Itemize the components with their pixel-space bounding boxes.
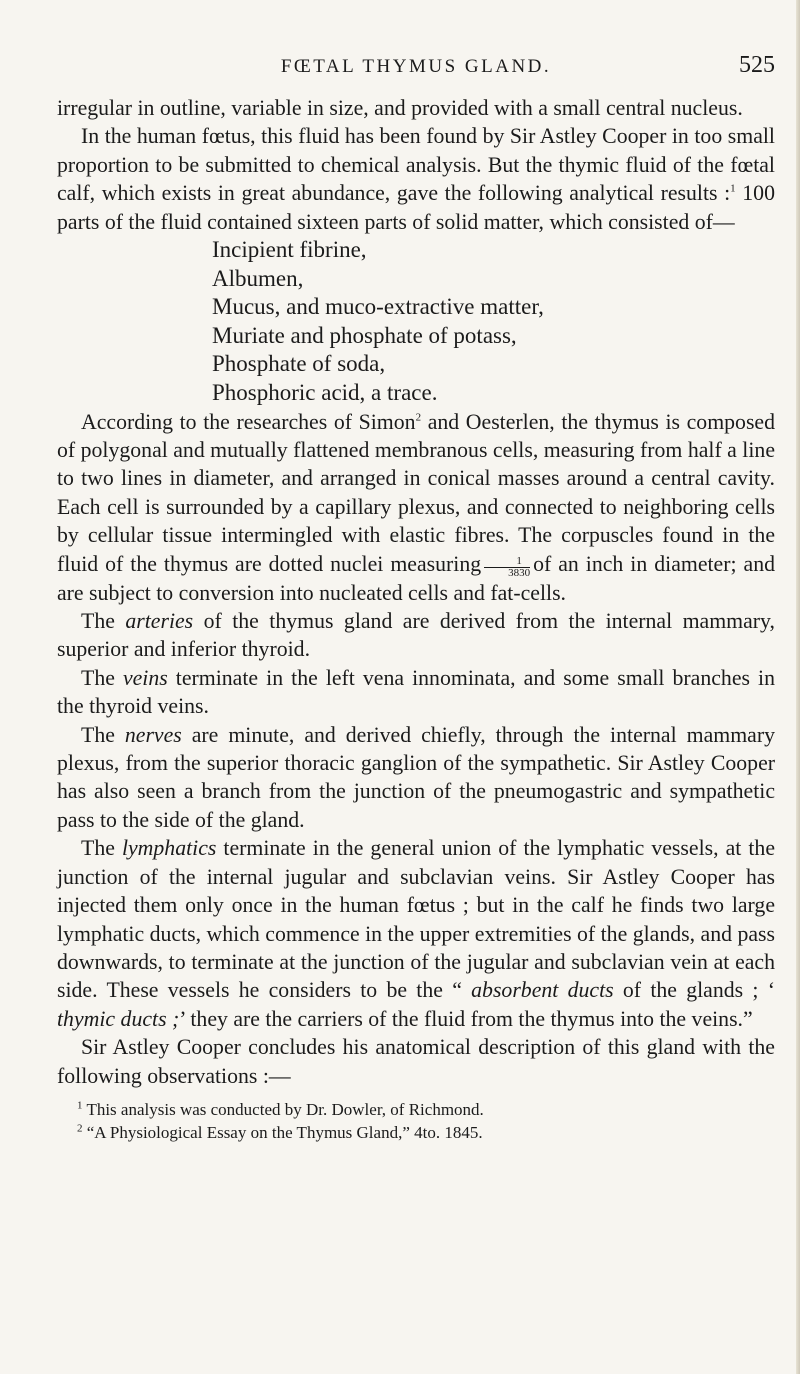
footnote-mark: 1 [77,1099,83,1112]
paragraph-3-text-c: of an inch in diameter; and are subject to conversion into nucleated cells and fat-cells. [57,551,775,605]
paragraph-text: are minute, and derived chiefly, through the internal mammary plexus, from the superior thoracic ganglion of the sympathetic. Sir Astley Cooper has also seen a branch from the junction of the pneumogastric and sympathetic pass to the side of the gland. [57,722,775,832]
paragraph-lymphatics [57,834,775,1033]
paragraph-text: ’ they are the carriers of the fluid from the thymus into the veins.” [179,1006,753,1031]
term-absorbent-ducts: absorbent ducts [471,978,614,1003]
list-item: Incipient fibrine, [212,237,367,263]
list-item: Muriate and phosphate of potass, [212,322,517,348]
footnote-mark: 2 [77,1122,83,1135]
paragraph-3-text-b: and Oesterlen, the thymus is composed of polygonal and mutually flattened membranous cells, measuring from half a line to two lines in diameter, and arranged in conical masses around a central cavity. Each cell is surrounded by a capillary plexus, and connected to neighboring cells by cellular tissue intermingled with elastic fibres. The corpuscles found in the fluid of the thymus are dotted nuclei measuring [57,409,775,576]
footnote-1 [57,1098,775,1121]
paragraph-text: of the thymus gland are derived from the internal mammary, superior and inferior thyroid. [57,609,775,662]
page-edge-shadow [796,0,800,1374]
list-item: Phosphate of soda, [212,351,386,377]
footnote-ref-2: 2 [415,411,422,424]
fraction [484,556,530,579]
paragraph-conclusion: Sir Astley Cooper concludes his anatomical description of this gland with the following observations :— [57,1035,775,1088]
term-thymic-ducts: thymic ducts ; [57,1006,180,1031]
body-text [57,94,775,1090]
footnote-ref-1: 1 [730,182,736,195]
paragraph-text: The [81,836,122,861]
paragraph-text: The [81,609,126,634]
paragraph-text: terminate in the general union of the lymphatic vessels, at the junction of the internal jugular and subclavian veins. Sir Astley Cooper has injected them only once in the human fœtus ; but in the calf he finds two large lymphatic ducts, which commence in the upper extremities of the glands, and pass downwards, to terminate at the junction of the jugular and subclavian vein at each side. These vessels he considers to be the “ [57,836,776,1003]
paragraph-nerves [57,721,775,835]
composition-list [57,236,775,408]
paragraph-text: The [81,665,123,690]
page-number: 525 [739,52,775,78]
footnotes [57,1098,775,1144]
book-page [57,50,775,1144]
fraction-numerator: 1 [484,556,530,568]
term-nerves: nerves [124,722,182,747]
term-lymphatics: lymphatics [121,836,217,861]
list-item: Albumen, [212,265,304,291]
fraction-denominator: 3830 [508,566,531,579]
paragraph-text: of the glands ; ‘ [613,978,775,1003]
running-title: FŒTAL THYMUS GLAND. [280,56,552,77]
paragraph-3 [57,408,775,607]
paragraph-1: irregular in outline, variable in size, and provided with a small central nucleus. [57,96,743,120]
paragraph-text: The [81,722,125,747]
paragraph-2 [57,122,775,236]
footnote-text: “A Physiological Essay on the Thymus Gland,” 4to. 1845. [86,1122,483,1142]
list-item: Mucus, and muco-extractive matter, [212,294,544,320]
paragraph-3-text-a: According to the researches of Simon [81,409,416,434]
term-veins: veins [122,665,168,690]
paragraph-2-text-b: 100 parts of the fluid contained sixteen parts of solid matter, which consisted of— [57,181,775,234]
paragraph-2-text-a: In the human fœtus, this fluid has been found by Sir Astley Cooper in too small proportion to be submitted to chemical analysis. But the thymic fluid of the fœtal calf, which exists in great abundance, gave the following analytical results : [57,124,775,206]
list-item: Phosphoric acid, a trace. [212,380,438,405]
paragraph-text: terminate in the left vena innominata, and some small branches in the thyroid veins. [57,665,775,719]
footnote-2 [57,1121,775,1144]
term-arteries: arteries [125,609,194,634]
footnote-text: This analysis was conducted by Dr. Dowler, of Richmond. [86,1099,484,1119]
paragraph-veins [57,664,775,721]
paragraph-arteries [57,607,775,664]
running-header [57,50,775,94]
